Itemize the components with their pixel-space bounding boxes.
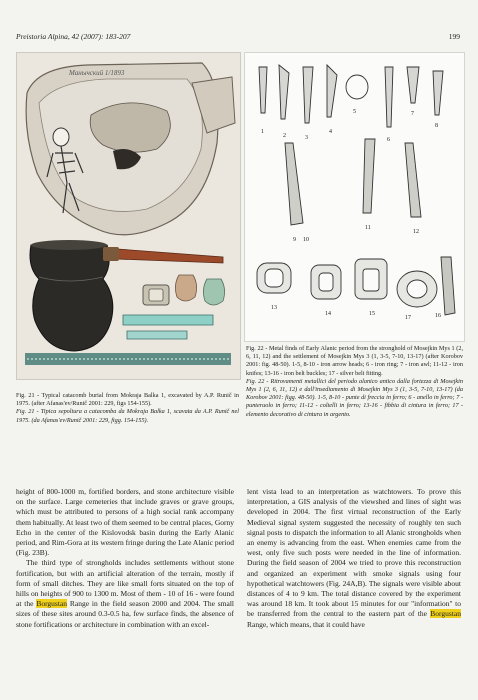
figure-22-item-number: 5	[353, 109, 356, 115]
journal-title: Preistoria Alpina, 42 (2007): 183-207	[16, 32, 131, 41]
highlighted-term: Borgustan	[36, 599, 68, 609]
figure-22-item-number: 8	[435, 123, 438, 129]
figure-22-item-number: 17	[405, 315, 411, 321]
figure-22-item-number: 10	[303, 237, 309, 243]
figure-22-drawing	[245, 53, 464, 341]
figure-22-caption-italian: Fig. 22 - Ritrovamenti metallici del periodo alanico antico dalla fortezza di Mosejkin Mys 1 (2, 6, 11, 12) e dall'insediamento di Mosejkin Mys 3 (1, 3-5, 7-10, 13-17) (da Korobov 2001: figg. 48-50). 1-5, 8-10 - punte di freccia in ferro; 6 - anello in ferro; 7 - punteruolo in ferro; 11-12 - coltelli in ferro; 13-16 - fibbia di cintura in ferro; 17 - elemento decorativo di cintura in argento.	[246, 377, 463, 418]
figure-21-caption-italian: Fig. 21 - Tipica sepoltura a catacomba da Mokraja Balka 1, scavata da A.P. Runič nel 1975. (da Afanas'ev/Runič 2001: 229, figg. 154-155).	[16, 408, 239, 424]
figure-22-item-number: 9	[293, 237, 296, 243]
figure-22-item-number: 3	[305, 135, 308, 141]
figure-22-metal-finds	[244, 52, 465, 342]
figure-22-item-number: 7	[411, 111, 414, 117]
page-number: 199	[448, 32, 460, 41]
paragraph-watchtowers: lent vista lead to an interpretation as watchtowers. To prove this interpretation, a GIS analysis of the viewshed and lines of sight was developed in 2004. The first virtual reconstruction of the Early Medieval signal system suggested the necessity of roughly ten such signal posts to dispatch the information to all Alanic strongholds when an enemy is advancing from the east. When enemies came from the west, only five such posts were needed in the line of information. During the field season of 2004 we tried to prove this reconstruction and organized an experiment with smoke signals using four hypothetical watchtowers (Fig. 24A,B). The signals were visible about distances of 4 to 9 km. The total distance covered by the experiment was around 18 km. It took about 15 minutes for our "information" to be transferred from the central to the eastern part of the Borgustan Range, which means, that it could have	[247, 487, 461, 629]
paragraph-strongholds-central: height of 800-1000 m, fortified borders, and stone architecture visible on the surface. Large cemeteries that include graves or grave groups, which must be attributed to persons of a high social rank accompany them habitually. At least two of them seemed to be central places, Gorny Echo in the center of the Kislovodsk basin during the Early Alanic period, and Rim-Gora at its western fringe during the Late Alanic period (Fig. 23B).	[16, 487, 234, 558]
figure-22-item-number: 16	[435, 313, 441, 319]
figure-22-caption	[246, 345, 463, 419]
body-column-left	[16, 487, 234, 630]
figure-22-item-number: 2	[283, 133, 286, 139]
running-head	[16, 32, 460, 44]
paragraph-third-type-strongholds: The third type of strongholds includes settlements without stone fortification, but with an artificial alteration of the terrain, mostly if form of small ditches. They are like small forts situated on the top of hills on heights of 900 to 1300 m. Most of them - 10 of 16 - were found at the Borgustan Range in the field season 2000 and 2004. The small sizes of these sites around 0.3-0.5 ha, few surface finds, the absence of stone fortifications or architecture in combination with an excel-	[16, 558, 235, 629]
figure-22-item-number: 15	[369, 311, 375, 317]
figure-21-caption	[16, 392, 239, 425]
figure-21-caption-english: Fig. 21 - Typical catacomb burial from Mokraja Balka 1, excavated by A.P. Runič in 1975. (after Afanas'ev/Runič 2001: 229, figs 154-155).	[16, 392, 239, 408]
highlighted-term: Borgustan	[430, 609, 461, 619]
figure-22-item-number: 6	[387, 137, 390, 143]
figure-22-item-number: 1	[261, 129, 264, 135]
figure-22-item-number: 14	[325, 311, 331, 317]
figure-22-item-number: 11	[365, 225, 371, 231]
figure-21-catacomb-burial	[16, 52, 241, 380]
figure-22-caption-english: Fig. 22 - Metal finds of Early Alanic period from the stronghold of Mosejkin Mys 1 (2, 6, 11, 12) and the settlement of Mosejkin Mys 3 (1, 3-5, 7-10, 13-17) (after Korobov 2001: fig. 48-50). 1-5, 8-10 - iron arrow heads; 6 - iron ring; 7 - iron awl; 11-12 - iron knifes; 13-16 - iron belt buckles; 17 - silver belt fitting.	[246, 345, 463, 377]
figure-22-item-number: 4	[329, 129, 332, 135]
body-column-right	[247, 487, 461, 630]
figure-22-item-number: 12	[413, 229, 419, 235]
figure-21-drawing	[17, 53, 240, 379]
figure-22-item-number: 13	[271, 305, 277, 311]
figure-21-handwritten-note: Манычский 1/1893	[69, 69, 125, 77]
